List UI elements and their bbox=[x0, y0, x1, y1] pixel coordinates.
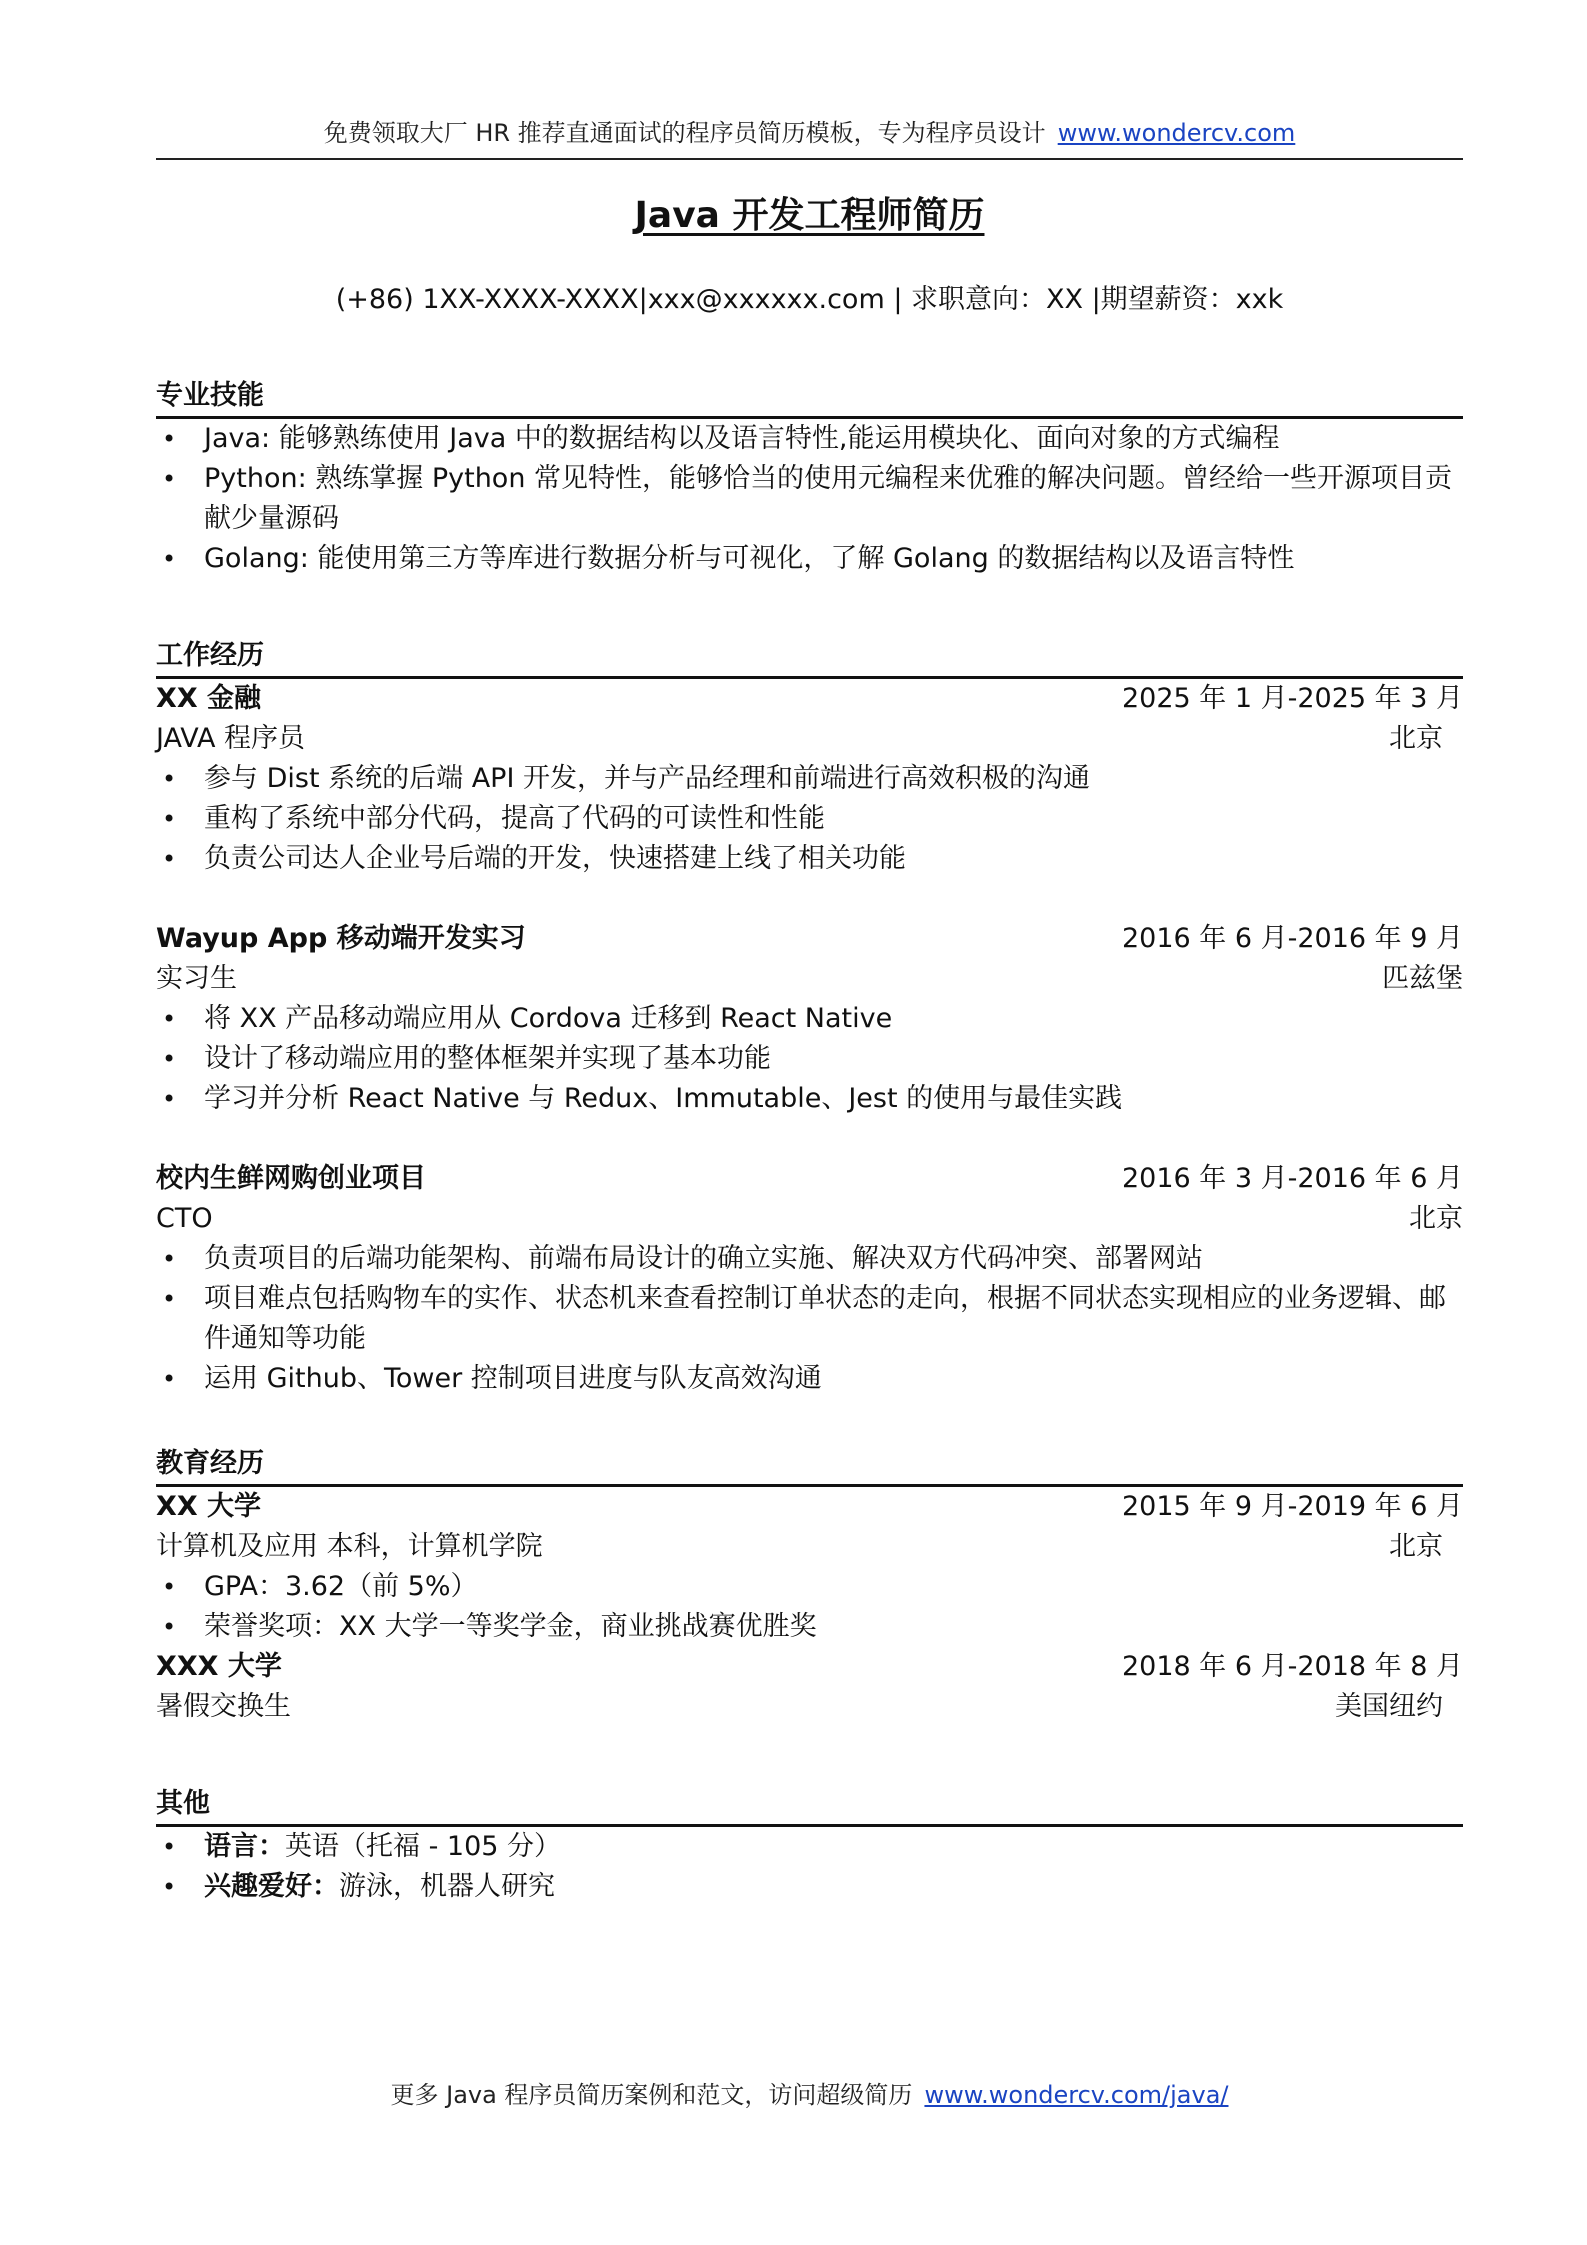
job-location: 北京 bbox=[1409, 1203, 1463, 1234]
list-item: • 负责公司达人企业号后端的开发，快速搭建上线了相关功能 bbox=[156, 839, 1463, 879]
job-subheader bbox=[156, 959, 1463, 999]
list-item: • GPA：3.62（前 5%） bbox=[156, 1567, 1463, 1607]
contact-line: (+86) 1XX-XXXX-XXXX|xxx@xxxxxx.com | 求职意向：XX |期望薪资：xxk bbox=[335, 284, 1284, 315]
list-item: • 重构了系统中部分代码，提高了代码的可读性和性能 bbox=[156, 799, 1463, 839]
job-role: 实习生 bbox=[156, 963, 237, 994]
school-date: 2015 年 9 月-2019 年 6 月 bbox=[1121, 1491, 1463, 1522]
school-bullets bbox=[156, 1567, 1463, 1647]
list-item: • Python: 熟练掌握 Python 常见特性，能够恰当的使用元编程来优雅的解决问题。曾经给一些开源项目贡献少量源码 bbox=[156, 459, 1463, 539]
resume-title: Java 开发工程师简历 bbox=[634, 195, 985, 236]
list-item: • Golang: 能使用第三方等库进行数据分析与可视化，了解 Golang 的数据结构以及语言特性 bbox=[156, 539, 1463, 579]
other-section bbox=[156, 1786, 1463, 1907]
job-bullets bbox=[156, 999, 1463, 1119]
top-banner-text: 免费领取大厂 HR 推荐直通面试的程序员简历模板，专为程序员设计 bbox=[323, 119, 1046, 147]
list-item: • 荣誉奖项：XX 大学一等奖学金，商业挑战赛优胜奖 bbox=[156, 1607, 1463, 1647]
wondercv-java-link[interactable]: www.wondercv.com/java/ bbox=[924, 2081, 1229, 2109]
school-date: 2018 年 6 月-2018 年 8 月 bbox=[1121, 1651, 1463, 1682]
list-item: • 将 XX 产品移动端应用从 Cordova 迁移到 React Native bbox=[156, 999, 1463, 1039]
job-bullets bbox=[156, 1239, 1463, 1399]
school-header bbox=[156, 1647, 1463, 1687]
job-date: 2016 年 6 月-2016 年 9 月 bbox=[1121, 923, 1463, 954]
job-header bbox=[156, 1159, 1463, 1199]
top-banner bbox=[156, 116, 1463, 150]
company-name: 校内生鲜网购创业项目 bbox=[156, 1163, 426, 1194]
top-divider bbox=[156, 158, 1463, 160]
school-location: 美国纽约 bbox=[1335, 1691, 1443, 1722]
hobby-item bbox=[156, 1867, 1463, 1907]
job-header bbox=[156, 679, 1463, 719]
bottom-banner-text: 更多 Java 程序员简历案例和范文，访问超级简历 bbox=[390, 2081, 913, 2109]
other-list bbox=[156, 1827, 1463, 1907]
school-name: XX 大学 bbox=[156, 1491, 262, 1522]
section-heading: 其他 bbox=[156, 1786, 1463, 1827]
list-item: • 运用 Github、Tower 控制项目进度与队友高效沟通 bbox=[156, 1359, 1463, 1399]
school-detail: 计算机及应用 本科，计算机学院 bbox=[156, 1531, 543, 1562]
section-heading: 工作经历 bbox=[156, 638, 1463, 679]
section-heading: 教育经历 bbox=[156, 1446, 1463, 1487]
job-subheader bbox=[156, 719, 1463, 759]
school-detail: 暑假交换生 bbox=[156, 1691, 291, 1722]
language-label: 语言： bbox=[204, 1831, 285, 1862]
job-date: 2016 年 3 月-2016 年 6 月 bbox=[1121, 1163, 1463, 1194]
work-section bbox=[156, 638, 1463, 1399]
job-location: 北京 bbox=[1389, 723, 1443, 754]
list-item: • Java: 能够熟练使用 Java 中的数据结构以及语言特性,能运用模块化、面向对象的方式编程 bbox=[156, 419, 1463, 459]
hobby-label: 兴趣爱好： bbox=[204, 1871, 339, 1902]
school-location: 北京 bbox=[1389, 1531, 1443, 1562]
school-header bbox=[156, 1487, 1463, 1527]
hobby-value: 游泳，机器人研究 bbox=[339, 1871, 555, 1902]
section-heading: 专业技能 bbox=[156, 378, 1463, 419]
school-subheader bbox=[156, 1527, 1463, 1567]
company-name: Wayup App 移动端开发实习 bbox=[156, 923, 526, 954]
list-item: • 负责项目的后端功能架构、前端布局设计的确立实施、解决双方代码冲突、部署网站 bbox=[156, 1239, 1463, 1279]
job-role: JAVA 程序员 bbox=[156, 723, 306, 754]
job-subheader bbox=[156, 1199, 1463, 1239]
bottom-banner bbox=[156, 2078, 1463, 2112]
skills-list bbox=[156, 419, 1463, 579]
job-bullets bbox=[156, 759, 1463, 879]
job-role: CTO bbox=[156, 1203, 213, 1234]
job-date: 2025 年 1 月-2025 年 3 月 bbox=[1121, 683, 1463, 714]
wondercv-link[interactable]: www.wondercv.com bbox=[1057, 119, 1296, 147]
job-header bbox=[156, 919, 1463, 959]
list-item: • 学习并分析 React Native 与 Redux、Immutable、Jest 的使用与最佳实践 bbox=[156, 1079, 1463, 1119]
list-item: • 设计了移动端应用的整体框架并实现了基本功能 bbox=[156, 1039, 1463, 1079]
company-name: XX 金融 bbox=[156, 683, 262, 714]
list-item: • 项目难点包括购物车的实作、状态机来查看控制订单状态的走向，根据不同状态实现相应的业务逻辑、邮件通知等功能 bbox=[156, 1279, 1463, 1359]
job-location: 匹兹堡 bbox=[1382, 963, 1463, 994]
list-item: • 参与 Dist 系统的后端 API 开发，并与产品经理和前端进行高效积极的沟通 bbox=[156, 759, 1463, 799]
school-name: XXX 大学 bbox=[156, 1651, 282, 1682]
language-value: 英语（托福 - 105 分） bbox=[285, 1831, 562, 1862]
language-item bbox=[156, 1827, 1463, 1867]
education-section bbox=[156, 1446, 1463, 1727]
skills-section bbox=[156, 378, 1463, 579]
school-subheader bbox=[156, 1687, 1463, 1727]
